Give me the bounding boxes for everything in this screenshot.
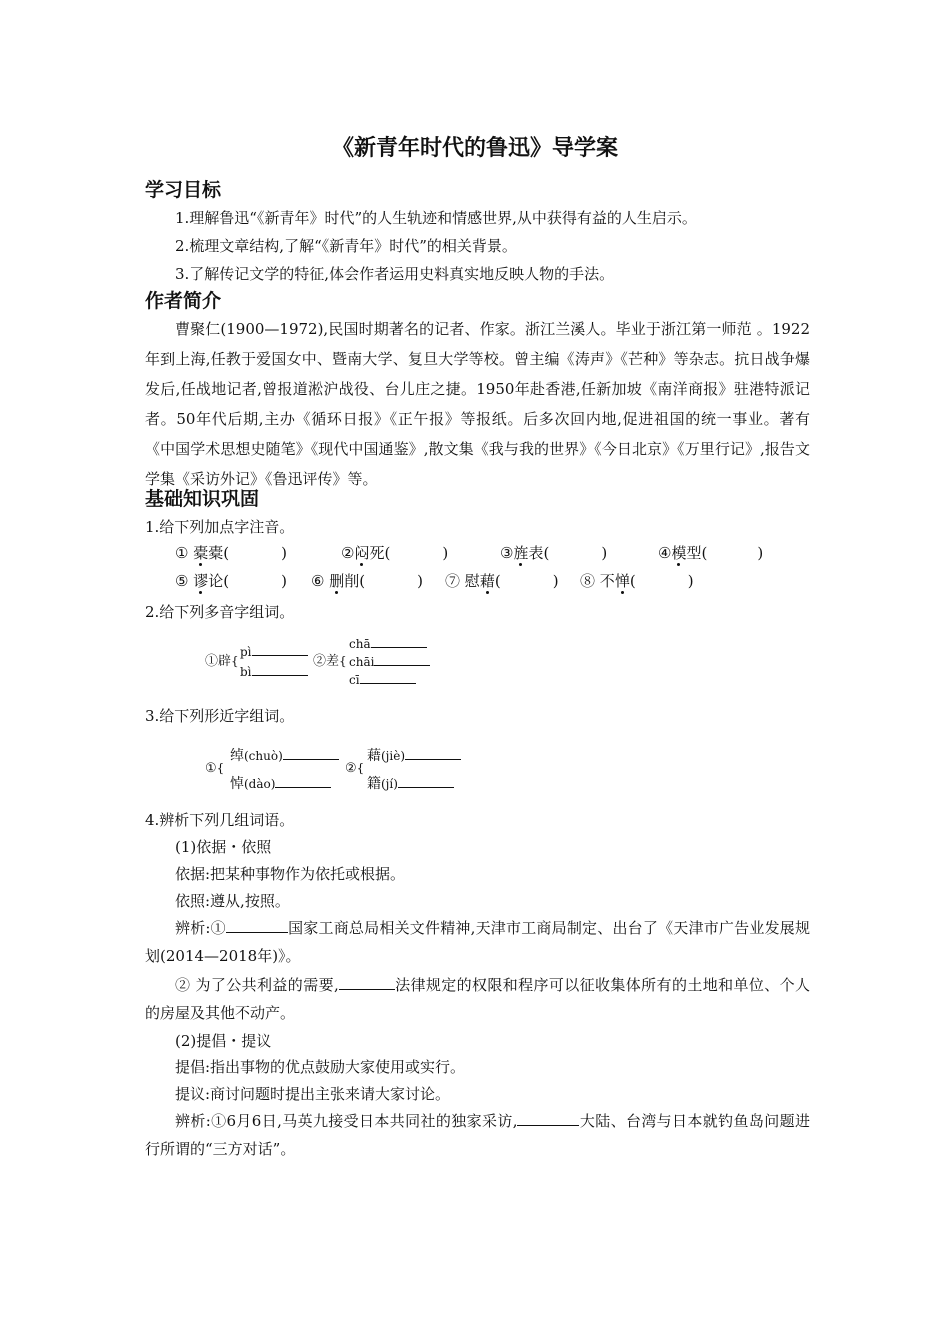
- polyphone-2-reading-2: chāi: [349, 656, 430, 668]
- polyphone-2-reading-3: cī: [349, 674, 416, 686]
- pinyin-item-6: ⑥ 删削( ): [311, 572, 423, 590]
- word-group-2-exercise-1: 辨析:①6月6日,马英九接受日本共同社的独家采访, 大陆、台湾与日本就钓鱼岛问题进行所谓的“三方对话”。: [145, 1112, 810, 1158]
- polyphone-1-reading-2: bì: [240, 666, 308, 678]
- question-1-prompt: 1.给下列加点字注音。: [145, 518, 295, 536]
- polyphone-2-reading-1: chā: [349, 638, 427, 650]
- section-heading-basics: 基础知识巩固: [145, 488, 260, 510]
- word-group-1-title: (1)依据・依照: [175, 838, 272, 856]
- goal-item-2: 2.梳理文章结构,了解“《新青年》时代”的相关背景。: [175, 237, 517, 255]
- word-group-2-title: (2)提倡・提议: [175, 1032, 272, 1050]
- question-3-prompt: 3.给下列形近字组词。: [145, 707, 295, 725]
- section-heading-goals: 学习目标: [145, 179, 222, 201]
- pinyin-item-4: ④模型( ): [658, 544, 764, 562]
- polyphone-1-reading-1: pì: [240, 646, 308, 658]
- similar-chars-2-row-2: 籍(jí): [367, 777, 454, 791]
- similar-chars-1-row-1: 绰(chuò): [230, 749, 339, 763]
- word-group-1-def-1: 依据:把某种事物作为依托或根据。: [175, 865, 406, 883]
- pinyin-item-3: ③旌表( ): [500, 544, 608, 562]
- similar-chars-2-label: ②{: [345, 761, 365, 776]
- word-group-1-exercise-1: 辨析:① 国家工商总局相关文件精神,天津市工商局制定、出台了《天津市广告业发展规划(2014—2018年)》。: [145, 919, 810, 965]
- pinyin-item-2: ②闷死( ): [341, 544, 449, 562]
- pinyin-item-5: ⑤ 谬论( ): [175, 572, 287, 590]
- polyphone-2-label: ②差{: [313, 654, 347, 669]
- word-group-2-def-1: 提倡:指出事物的优点鼓励大家使用或实行。: [175, 1058, 466, 1076]
- goal-item-3: 3.了解传记文学的特征,体会作者运用史料真实地反映人物的手法。: [175, 265, 615, 283]
- similar-chars-2-row-1: 藉(jiè): [367, 749, 461, 763]
- goal-item-1: 1.理解鲁迅“《新青年》时代”的人生轨迹和情感世界,从中获得有益的人生启示。: [175, 209, 697, 227]
- question-4-prompt: 4.辨析下列几组词语。: [145, 811, 295, 829]
- pinyin-item-7: ⑦ 慰藉( ): [445, 572, 559, 590]
- similar-chars-1-row-2: 悼(dào): [230, 777, 331, 791]
- similar-chars-1-label: ①{: [205, 761, 225, 776]
- word-group-1-exercise-2: ② 为了公共利益的需要, 法律规定的权限和程序可以征收集体所有的土地和单位、个人的房屋及其他不动产。: [145, 976, 810, 1022]
- polyphone-1-label: ①辟{: [205, 654, 239, 669]
- pinyin-item-8: ⑧ 不惮( ): [580, 572, 694, 590]
- author-bio-paragraph: 曹聚仁(1900—1972),民国时期著名的记者、作家。浙江兰溪人。毕业于浙江第一师范 。1922年到上海,任教于爱国女中、暨南大学、复旦大学等校。曾主编《涛声》《芒种》等杂志。抗日战争爆发后,任战地记者,曾报道淞沪战役、台儿庄之捷。1950年赴香港,任新加坡《南洋商报》驻港特派记者。50年代后期,主办《循环日报》《正午报》等报纸。后多次回内地,促进祖国的统一事业。著有《中国学术思想史随笔》《现代中国通鉴》,散文集《我与我的世界》《今日北京》《万里行记》,报告文学集《采访外记》《鲁迅评传》等。: [145, 320, 810, 488]
- pinyin-item-1: ① 橐橐( ): [175, 544, 287, 562]
- page-title: 《新青年时代的鲁迅》导学案: [331, 136, 618, 161]
- word-group-1-def-2: 依照:遵从,按照。: [175, 892, 290, 910]
- question-2-prompt: 2.给下列多音字组词。: [145, 603, 295, 621]
- word-group-2-def-2: 提议:商讨问题时提出主张来请大家讨论。: [175, 1085, 451, 1103]
- section-heading-author: 作者简介: [145, 290, 222, 312]
